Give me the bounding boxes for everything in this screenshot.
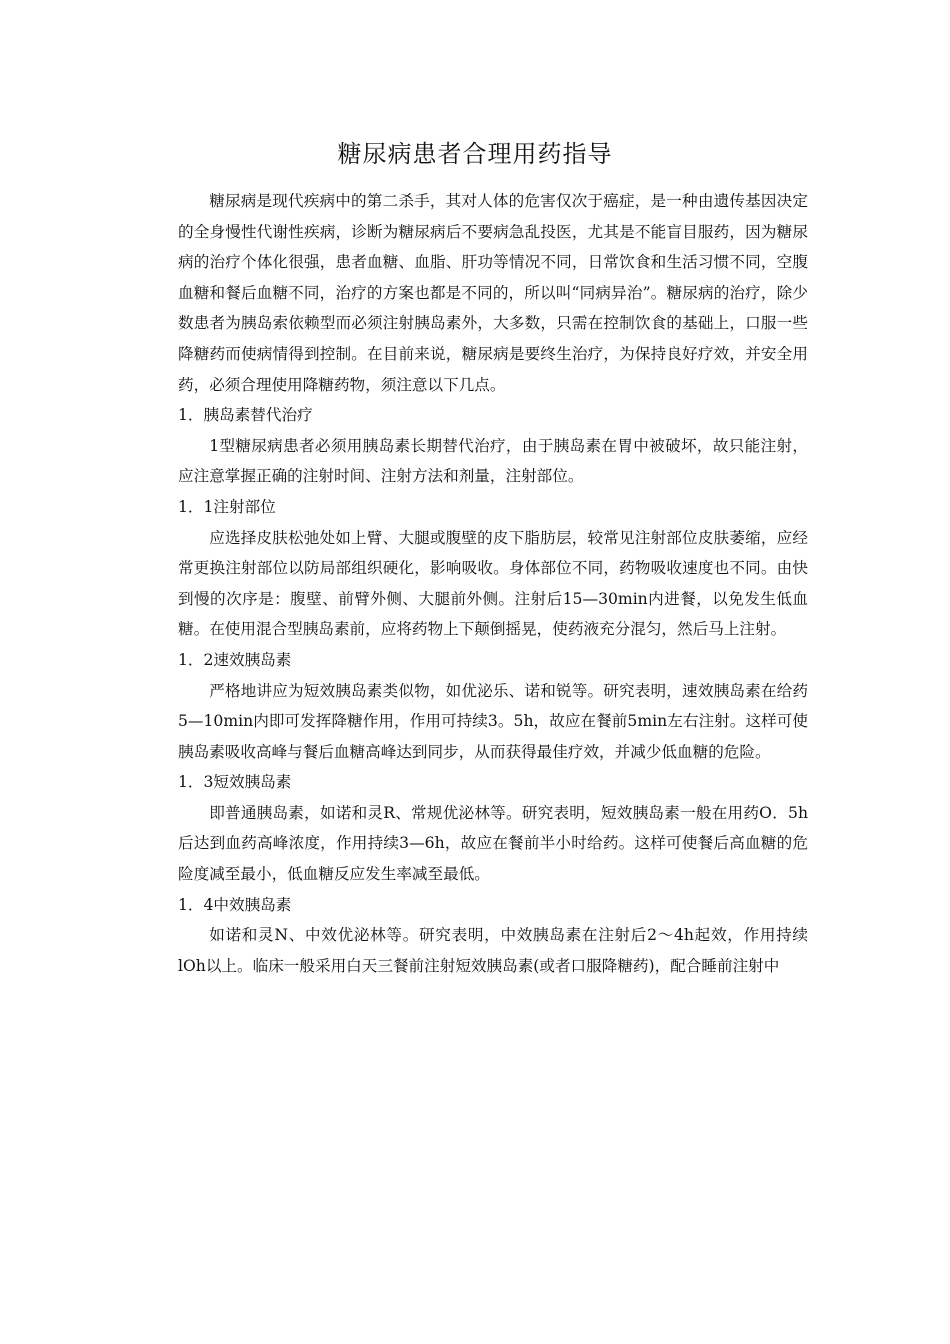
document-title: 糖尿病患者合理用药指导 — [337, 140, 613, 168]
subsection-heading-intermediate-insulin: 1．4中效胰岛素 — [178, 895, 292, 914]
rapid-insulin-paragraph: 严格地讲应为短效胰岛素类似物，如优泌乐、诺和锐等。研究表明，速效胰岛素在给药5—10min内即可发挥降糖作用，作用可持续3。5h，故应在餐前5min左右注射。这样可使胰岛素吸收高峰与餐后血糖高峰达到同步，从而获得最佳疗效，并减少低血糖的危险。 — [178, 681, 808, 761]
short-insulin-paragraph: 即普通胰岛素，如诺和灵R、常规优泌林等。研究表明，短效胰岛素一般在用药O．5h后达到血药高峰浓度，作用持续3—6h，故应在餐前半小时给药。这样可使餐后高血糖的危险度减至最小，低血糖反应发生率减至最低。 — [178, 803, 808, 884]
intermediate-insulin-paragraph: 如诺和灵N、中效优泌林等。研究表明，中效胰岛素在注射后2～4h起效，作用持续lOh以上。临床一般采用白天三餐前注射短效胰岛素(或者口服降糖药)，配合睡前注射中 — [178, 926, 808, 975]
section-heading-insulin-therapy: 1．胰岛素替代治疗 — [178, 406, 313, 425]
insulin-therapy-paragraph: 1型糖尿病患者必须用胰岛素长期替代治疗，由于胰岛素在胃中被破坏，故只能注射，应注意掌握正确的注射时间、注射方法和剂量，注射部位。 — [178, 436, 808, 486]
injection-site-paragraph: 应选择皮肤松弛处如上臂、大腿或腹壁的皮下脂肪层，较常见注射部位皮肤萎缩，应经常更换注射部位以防局部组织硬化，影响吸收。身体部位不同，药物吸收速度也不同。由快到慢的次序是：腹壁、前臂外侧、大腿前外侧。注射后15—30min内进餐，以免发生低血糖。在使用混合型胰岛素前，应将药物上下颠倒摇晃，使药液充分混匀，然后马上注射。 — [178, 528, 808, 639]
subsection-heading-injection-site: 1．1注射部位 — [178, 497, 276, 516]
subsection-heading-short-insulin: 1．3短效胰岛素 — [178, 773, 292, 792]
intro-paragraph: 糖尿病是现代疾病中的第二杀手，其对人体的危害仅次于癌症，是一种由遗传基因决定的全身慢性代谢性疾病，诊断为糖尿病后不要病急乱投医，尤其是不能盲目服药，因为糖尿病的治疗个体化很强，患者血糖、血脂、肝功等情况不同，日常饮食和生活习惯不同，空腹血糖和餐后血糖不同，治疗的方案也都是不同的，所以叫“同病异治”。糖尿病的治疗，除少数患者为胰岛索依赖型而必须注射胰岛素外，大多数，只需在控制饮食的基础上，口服一些降糖药而使病情得到控制。在目前来说，糖尿病是要终生治疗，为保持良好疗效，并安全用药，必须合理使用降糖药物，须注意以下几点。 — [178, 192, 808, 394]
document-body — [178, 186, 808, 981]
subsection-heading-rapid-insulin: 1．2速效胰岛素 — [178, 650, 292, 669]
